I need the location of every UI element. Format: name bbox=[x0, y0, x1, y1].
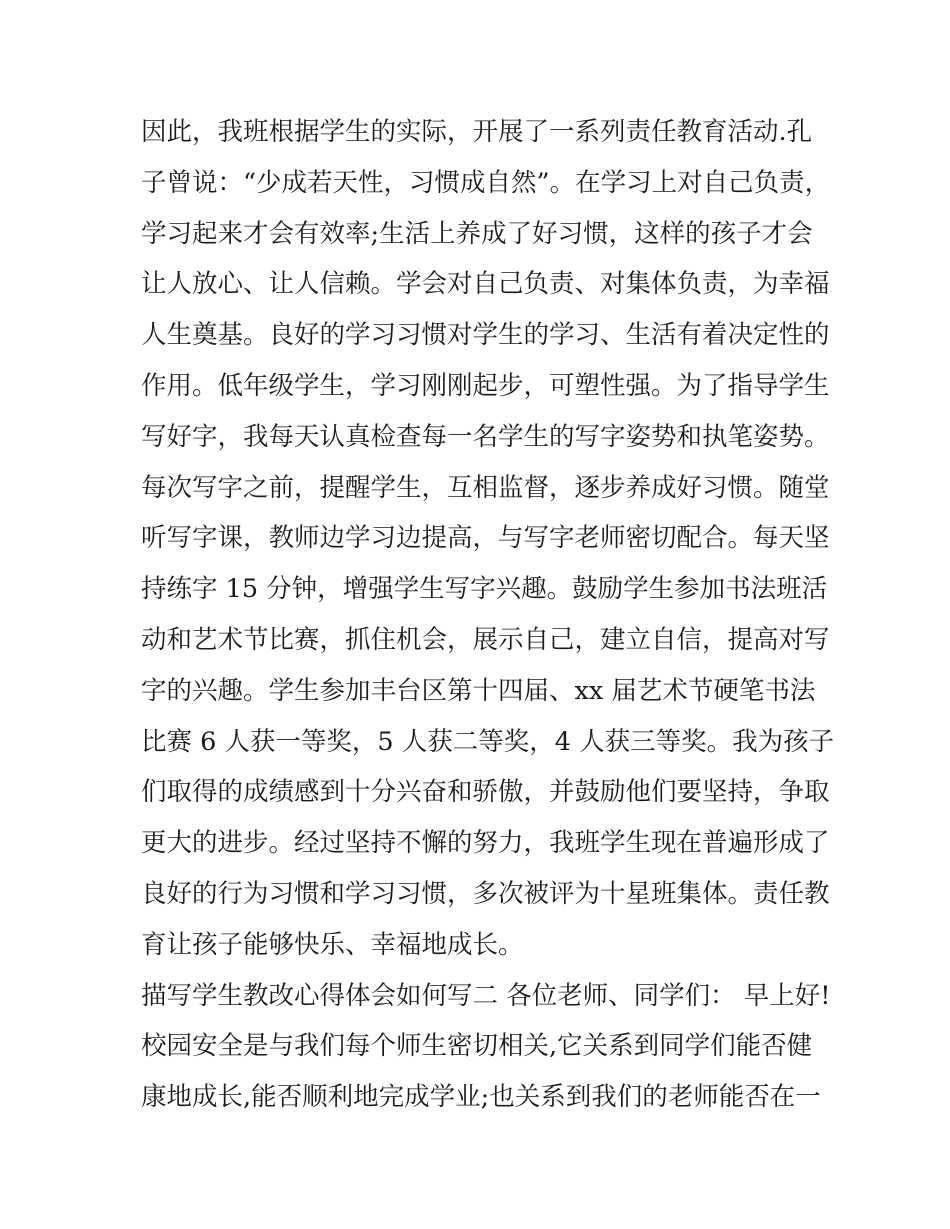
body-text bbox=[141, 107, 835, 1123]
text-line-9: 听写字课，教师边学习边提高，与写字老师密切配合。每天坚 bbox=[141, 523, 830, 554]
text-line-18: 描写学生教改心得体会如何写二 各位老师、同学们： 早上好! bbox=[141, 980, 831, 1011]
text-line-19: 校园安全是与我们每个师生密切相关,它关系到同学们能否健 bbox=[141, 1031, 813, 1062]
text-line-3: 学习起来才会有效率;生活上养成了好习惯，这样的孩子才会 bbox=[141, 218, 813, 249]
text-line-4: 让人放心、让人信赖。学会对自己负责、对集体负责，为幸福 bbox=[141, 269, 830, 300]
text-line-5: 人生奠基。良好的学习习惯对学生的学习、生活有着决定性的 bbox=[141, 320, 830, 351]
text-line-2: 子曾说：“少成若天性，习惯成自然”。在学习上对自己负责， bbox=[141, 167, 831, 198]
text-line-16: 良好的行为习惯和学习习惯，多次被评为十星班集体。责任教 bbox=[141, 878, 830, 909]
text-line-10: 持练字 15 分钟，增强学生写字兴趣。鼓励学生参加书法班活 bbox=[141, 574, 828, 605]
text-line-6: 作用。低年级学生，学习刚刚起步，可塑性强。为了指导学生 bbox=[141, 370, 830, 401]
text-line-14: 们取得的成绩感到十分兴奋和骄傲，并鼓励他们要坚持，争取 bbox=[141, 777, 830, 808]
text-line-1: 因此，我班根据学生的实际，开展了一系列责任教育活动.孔 bbox=[141, 117, 813, 147]
text-line-12: 字的兴趣。学生参加丰台区第十四届、xx 届艺术节硬笔书法 bbox=[141, 675, 816, 706]
text-line-7: 写好字，我每天认真检查每一名学生的写字姿势和执笔姿势。 bbox=[141, 421, 830, 452]
text-line-17: 育让孩子能够快乐、幸福地成长。 bbox=[141, 929, 524, 960]
text-line-20: 康地成长,能否顺利地完成学业;也关系到我们的老师能否在一 bbox=[141, 1082, 821, 1113]
text-line-15: 更大的进步。经过坚持不懈的努力，我班学生现在普遍形成了 bbox=[141, 828, 830, 859]
text-line-13: 比赛 6 人获一等奖，5 人获二等奖，4 人获三等奖。我为孩子 bbox=[141, 726, 835, 757]
text-line-11: 动和艺术节比赛，抓住机会，展示自己，建立自信，提高对写 bbox=[141, 624, 830, 655]
text-line-8: 每次写字之前，提醒学生，互相监督，逐步养成好习惯。随堂 bbox=[141, 472, 830, 503]
